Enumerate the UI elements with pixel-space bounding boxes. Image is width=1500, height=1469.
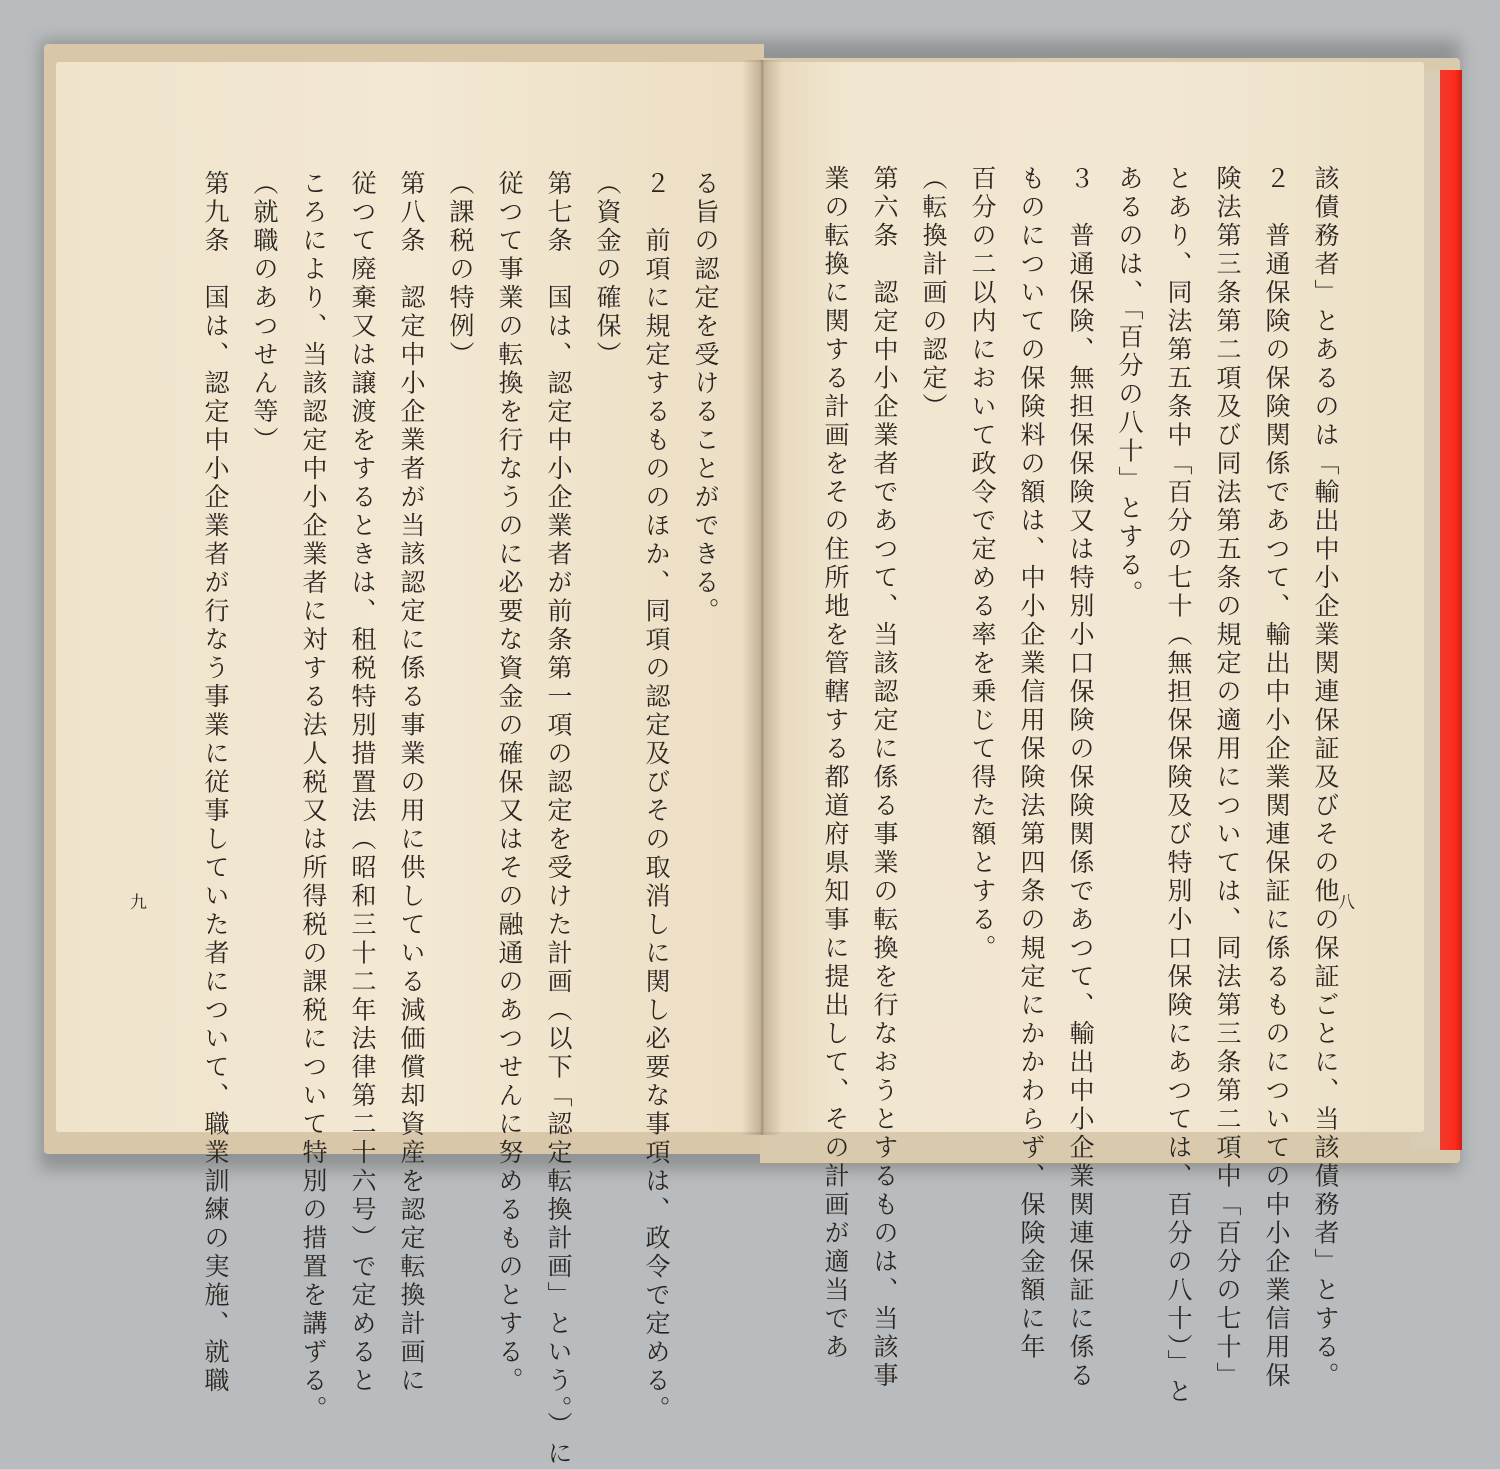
left-page-text [170,170,730,1469]
text-line: 第六条 認定中小企業者であつて、当該認定に係る事業の転換を行なおうとするものは、当該事 [870,165,899,1391]
text-line: ２ 普通保険の保険関係であつて、輸出中小企業関連保証に係るものについての中小企業信用保 [1262,165,1291,1391]
section-heading: （就職のあつせん等） [250,170,279,455]
page-number-right: 八 [1338,893,1355,913]
text-line: 業の転換に関する計画をその住所地を管轄する都道府県知事に提出して、その計画が適当であ [821,165,850,1362]
text-line: ２ 前項に規定するもののほか、同項の認定及びその取消しに関し必要な事項は、政令で定める。 [642,170,671,1424]
page-number-left: 九 [130,893,147,913]
text-line: る旨の認定を受けることができる。 [691,170,720,626]
section-heading: （転換計画の認定） [919,165,948,422]
text-line: ころにより、当該認定中小企業者に対する法人税又は所得税の課税について特別の措置を講ずる。 [299,170,328,1424]
text-line: 第八条 認定中小企業者が当該認定に係る事業の用に供している減価償却資産を認定転換計画に [397,170,426,1396]
text-line: 第七条 国は、認定中小企業者が前条第一項の認定を受けた計画（以下「認定転換計画」という。）に [544,170,573,1469]
text-line: 第九条 国は、認定中小企業者が行なう事業に従事していた者について、職業訓練の実施、就職 [201,170,230,1396]
book-gutter [742,60,782,1135]
section-heading: （資金の確保） [593,170,622,370]
text-line: 該債務者」とあるのは「輸出中小企業関連保証及びその他の保証ごとに、当該債務者」とする。 [1311,165,1340,1391]
text-line: あるのは、「百分の八十」とする。 [1115,165,1144,609]
text-line: 従つて事業の転換を行なうのに必要な資金の確保又はその融通のあつせんに努めるものとする。 [495,170,524,1396]
section-heading: （課税の特例） [446,170,475,370]
text-line: 百分の二以内において政令で定める率を乗じて得た額とする。 [968,165,997,963]
text-line: とあり、同法第五条中「百分の七十（無担保保険及び特別小口保険にあつては、百分の八十）」と [1164,165,1193,1407]
text-line: ３ 普通保険、無担保保険又は特別小口保険の保険関係であつて、輸出中小企業関連保証に係る [1066,165,1095,1391]
right-page-text [810,165,1350,1407]
text-line: ものについての保険料の額は、中小企業信用保険法第四条の規定にかかわらず、保険金額に年 [1017,165,1046,1362]
text-line: 険法第三条第二項及び同法第五条の規定の適用については、同法第三条第二項中「百分の七十」 [1213,165,1242,1391]
text-line: 従つて廃棄又は譲渡をするときは、租税特別措置法（昭和三十二年法律第二十六号）で定めると [348,170,377,1396]
